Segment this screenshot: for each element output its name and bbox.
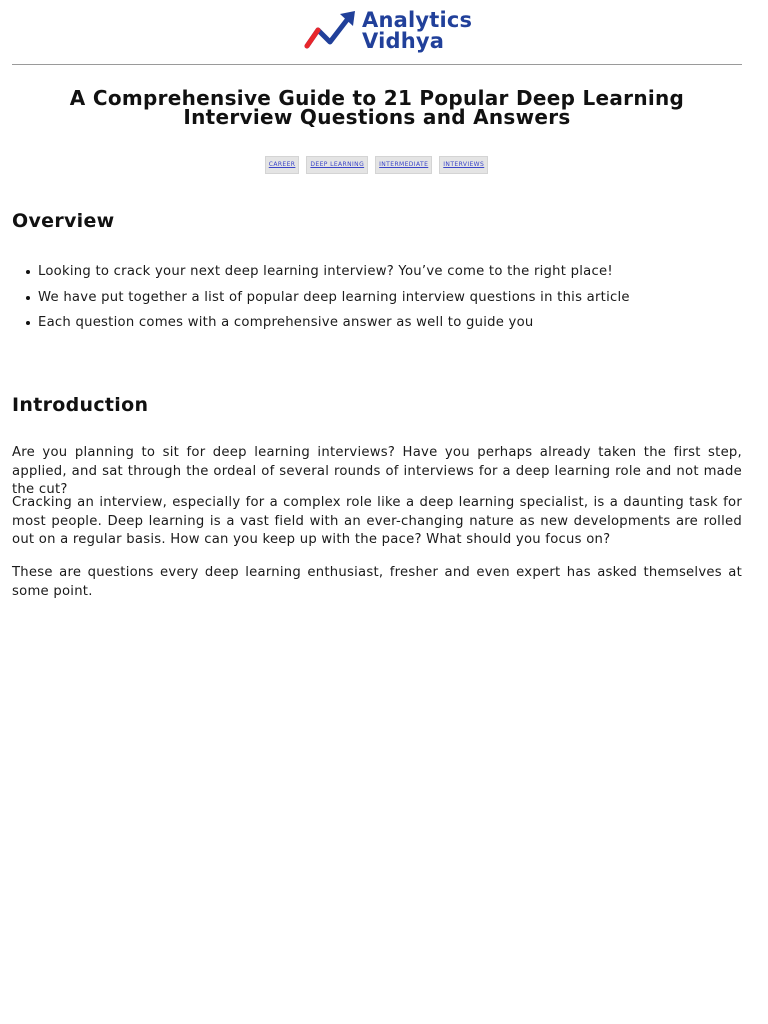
intro-paragraph: Cracking an interview, especially for a complex role like a deep learning specialist, is a daunting task for most people. Deep learning is a vast field with an ever-changing nature as new developments are rolled out on a regular basis. How can you keep up with the pace? What should you focus on? <box>12 495 742 547</box>
logo-text-line1: Analytics <box>362 8 473 32</box>
intro-paragraph: Are you planning to sit for deep learning interviews? Have you perhaps already taken the first step, applied, and sat through the ordeal of several rounds of interviews for a deep learning role and not made the cut? <box>12 445 742 497</box>
overview-bullet: Looking to crack your next deep learning interview? You’ve come to the right place! <box>12 263 742 289</box>
overview-bullet: Each question comes with a comprehensive answer as well to guide you <box>12 314 742 340</box>
tag-list <box>0 156 753 174</box>
article-title: A Comprehensive Guide to 21 Popular Deep Learning Interview Questions and Answers <box>69 86 685 129</box>
tag-intermediate[interactable]: INTERMEDIATE <box>375 156 432 174</box>
tag-career[interactable]: CAREER <box>265 156 300 174</box>
analytics-vidhya-logo[interactable] <box>304 8 476 58</box>
tag-deep-learning[interactable]: DEEP LEARNING <box>306 156 368 174</box>
page-header <box>12 0 742 65</box>
logo-wordmark <box>362 10 472 52</box>
overview-bullet-list <box>12 263 742 340</box>
logo-text-line2: Vidhya <box>362 29 445 53</box>
trend-arrow-icon <box>304 10 360 54</box>
tag-interviews[interactable]: INTERVIEWS <box>439 156 488 174</box>
overview-heading: Overview <box>12 210 115 232</box>
intro-paragraph: These are questions every deep learning enthusiast, fresher and even expert has asked themselves at some point. <box>12 565 742 599</box>
introduction-heading: Introduction <box>12 394 149 416</box>
overview-bullet: We have put together a list of popular deep learning interview questions in this article <box>12 289 742 315</box>
